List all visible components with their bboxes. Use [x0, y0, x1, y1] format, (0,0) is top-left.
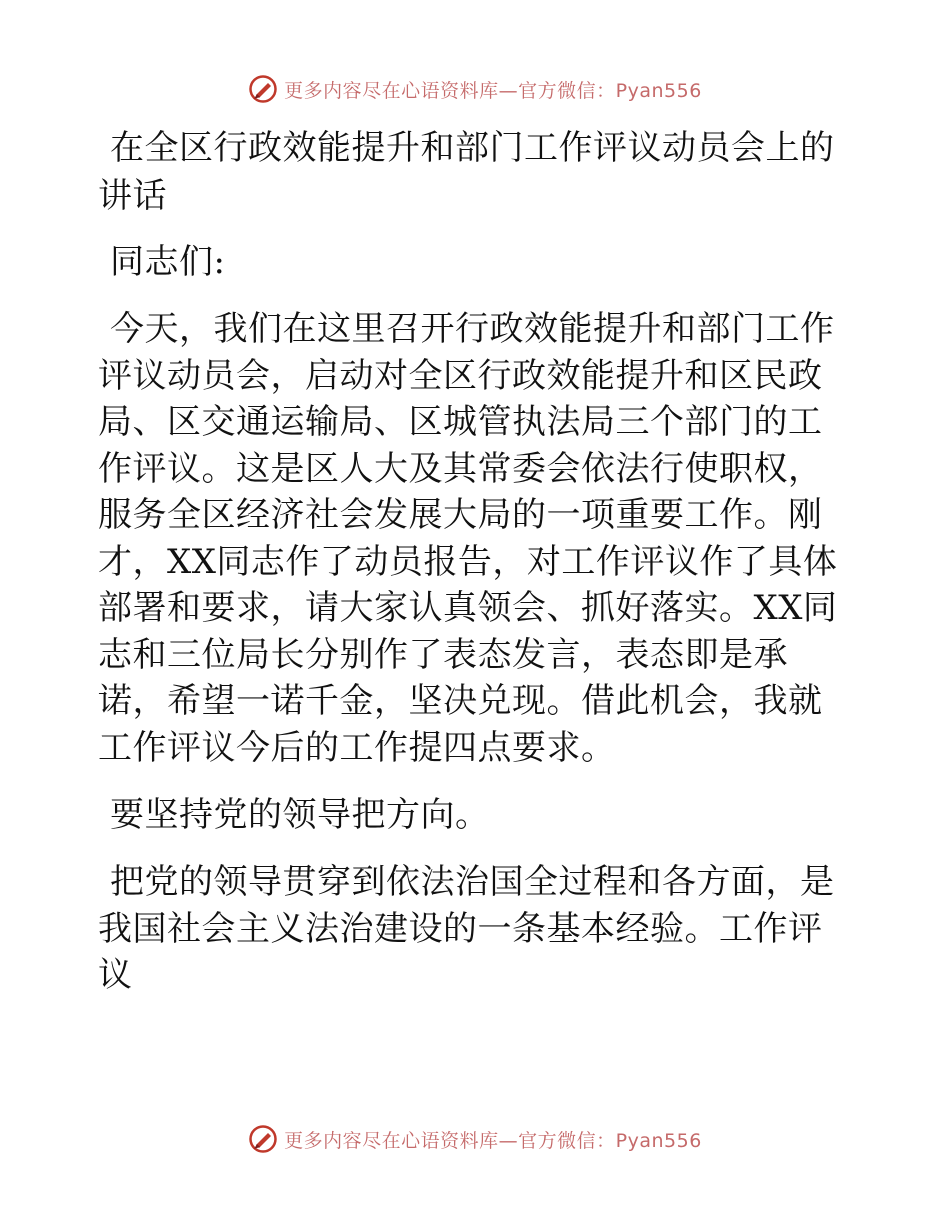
pen-seal-icon	[248, 74, 278, 104]
section-heading-1: 要坚持党的领导把方向。	[110, 795, 490, 835]
pen-seal-icon	[248, 1124, 278, 1154]
paragraph-section-1: 把党的领导贯穿到依法治国全过程和各方面，是我国社会主义法治建设的一条基本经验。工作评议	[98, 862, 835, 995]
watermark-text: 更多内容尽在心语资料库—官方微信：Pyan556	[284, 79, 702, 102]
document-title: 在全区行政效能提升和部门工作评议动员会上的讲话	[98, 128, 835, 216]
document-body	[98, 124, 850, 1019]
header-watermark	[0, 74, 950, 104]
salutation: 同志们:	[110, 242, 226, 282]
paragraph-opening: 今天，我们在这里召开行政效能提升和部门工作评议动员会，启动对全区行政效能提升和区民政局、区交通运输局、区城管执法局三个部门的工作评议。这是区人大及其常委会依法行使职权，服务全区经济社会发展大局的一项重要工作。刚才，XX同志作了动员报告，对工作评议作了具体部署和要求，请大家认真领会、抓好落实。XX同志和三位局长分别作了表态发言，表态即是承诺，希望一诺千金，坚决兑现。借此机会，我就工作评议今后的工作提四点要求。	[98, 309, 838, 768]
watermark-text: 更多内容尽在心语资料库—官方微信：Pyan556	[284, 1129, 702, 1152]
footer-watermark	[0, 1124, 950, 1154]
